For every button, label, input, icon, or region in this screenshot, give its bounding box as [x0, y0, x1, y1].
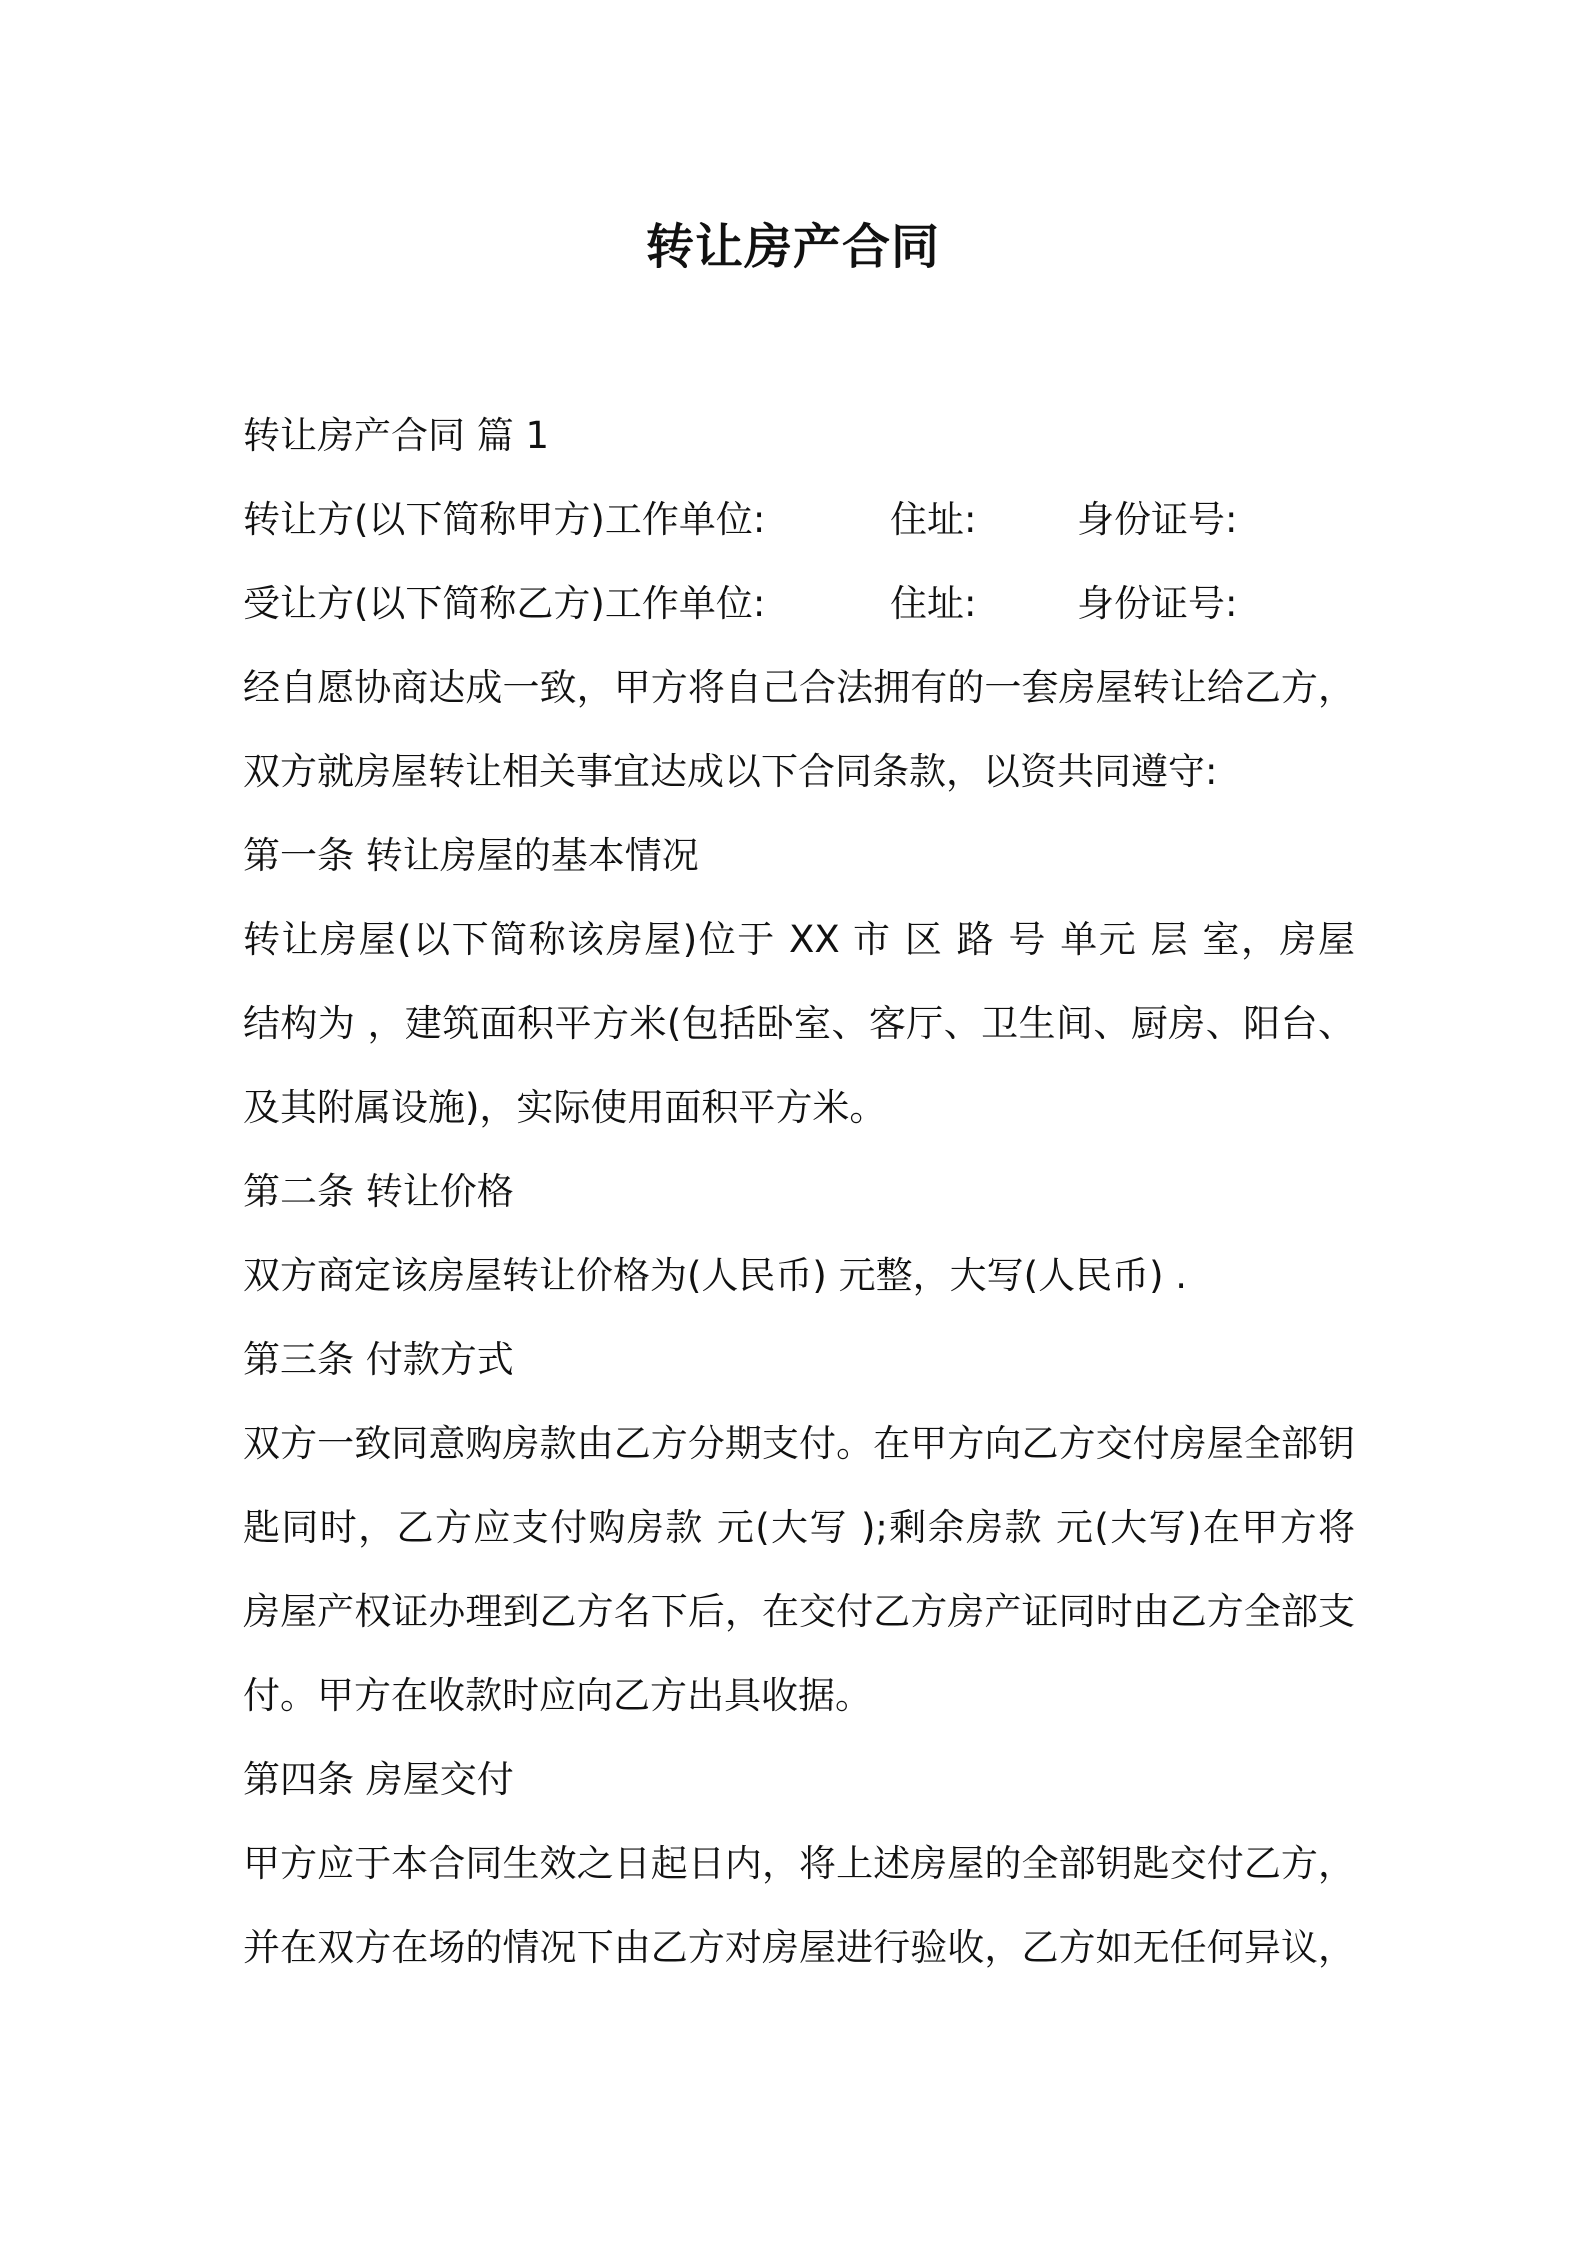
- party-b-label: 受让方(以下简称乙方)工作单位:: [243, 582, 766, 625]
- article-1-line-2: 结构为 ，建筑面积平方米(包括卧室、客厅、卫生间、厨房、阳台、: [243, 1002, 1355, 1045]
- party-a-label: 转让方(以下简称甲方)工作单位:: [243, 498, 766, 541]
- section-heading: 转让房产合同 篇 1: [243, 414, 550, 457]
- article-3-line-2: 匙同时，乙方应支付购房款 元(大写 );剩余房款 元(大写)在甲方将: [243, 1506, 1355, 1549]
- intro-line-2: 双方就房屋转让相关事宜达成以下合同条款，以资共同遵守:: [243, 750, 1218, 793]
- party-a-id-label: 身份证号:: [1077, 498, 1238, 541]
- party-b-line: [243, 574, 1343, 634]
- article-3-line-1: 双方一致同意购房款由乙方分期支付。在甲方向乙方交付房屋全部钥: [243, 1422, 1355, 1465]
- article-1-heading: 第一条 转让房屋的基本情况: [243, 834, 699, 877]
- article-3-heading: 第三条 付款方式: [243, 1338, 514, 1381]
- party-b-address-label: 住址:: [890, 582, 977, 625]
- article-1-line-1: 转让房屋(以下简称该房屋)位于 XX 市 区 路 号 单元 层 室，房屋: [243, 918, 1355, 961]
- article-1-line-3: 及其附属设施)，实际使用面积平方米。: [243, 1086, 887, 1129]
- document-title: 转让房产合同: [645, 219, 940, 275]
- article-3-line-3: 房屋产权证办理到乙方名下后，在交付乙方房产证同时由乙方全部支: [243, 1590, 1355, 1633]
- article-2-line-1: 双方商定该房屋转让价格为(人民币) 元整，大写(人民币) .: [243, 1254, 1188, 1297]
- intro-line-1: 经自愿协商达成一致，甲方将自己合法拥有的一套房屋转让给乙方，: [243, 666, 1355, 709]
- article-4-heading: 第四条 房屋交付: [243, 1758, 514, 1801]
- article-3-line-4: 付。甲方在收款时应向乙方出具收据。: [243, 1674, 872, 1717]
- party-a-line: [243, 490, 1343, 550]
- article-4-line-1: 甲方应于本合同生效之日起日内，将上述房屋的全部钥匙交付乙方，: [243, 1842, 1355, 1885]
- article-2-heading: 第二条 转让价格: [243, 1170, 514, 1213]
- party-a-address-label: 住址:: [890, 498, 977, 541]
- article-4-line-2: 并在双方在场的情况下由乙方对房屋进行验收，乙方如无任何异议，: [243, 1926, 1355, 1969]
- party-b-id-label: 身份证号:: [1077, 582, 1238, 625]
